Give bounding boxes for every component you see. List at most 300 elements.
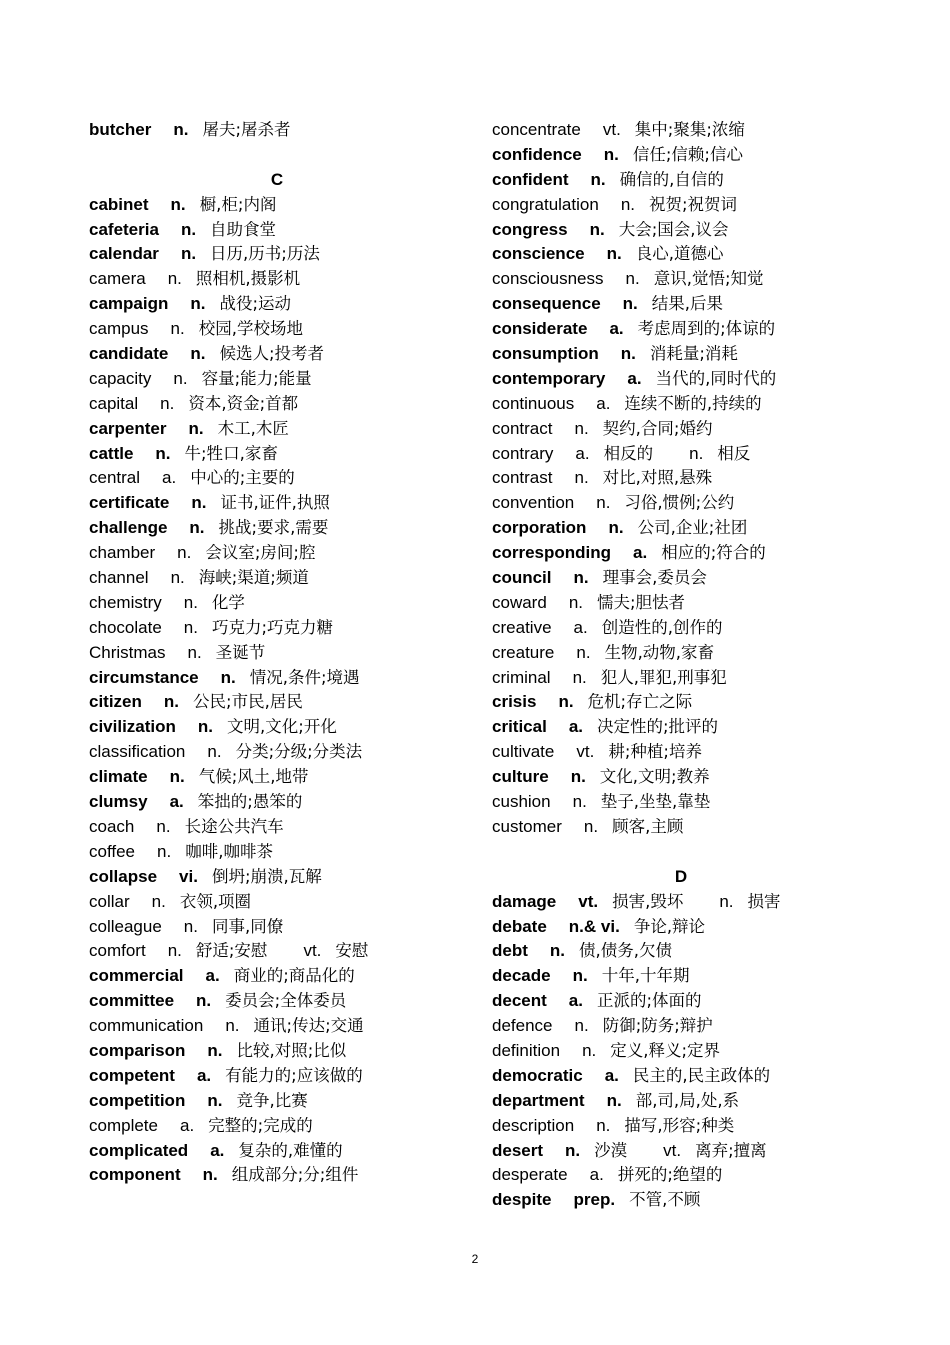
vocab-word: cultivate xyxy=(492,742,555,762)
vocab-word: congress xyxy=(492,219,568,239)
vocab-word: contract xyxy=(492,418,553,438)
vocab-entry xyxy=(89,1114,489,1139)
vocab-entry xyxy=(492,143,892,168)
vocab-word: classification xyxy=(89,742,186,762)
part-of-speech: n. xyxy=(202,1165,218,1185)
vocab-word: council xyxy=(492,568,552,588)
vocab-entry xyxy=(492,715,892,740)
definition: 文明,文化;开化 xyxy=(227,717,337,737)
part-of-speech: a. xyxy=(179,1115,195,1135)
part-of-speech: n. xyxy=(622,294,638,314)
part-of-speech: a. xyxy=(162,468,177,488)
vocab-entry xyxy=(89,417,489,442)
part-of-speech: n. xyxy=(582,1040,597,1060)
definition: 衣领,项圈 xyxy=(179,891,252,911)
vocab-entry xyxy=(492,765,892,790)
vocab-word: creative xyxy=(492,617,552,637)
vocab-word: corporation xyxy=(492,518,587,538)
part-of-speech: a. xyxy=(169,792,184,812)
vocab-word: description xyxy=(492,1115,575,1135)
vocab-entry xyxy=(89,193,489,218)
vocab-entry xyxy=(89,118,489,143)
part-of-speech: n. xyxy=(603,144,619,164)
definition: 相应的;符合的 xyxy=(661,543,766,563)
part-of-speech: n. xyxy=(549,941,565,961)
definition: 损害,毁坏 xyxy=(612,891,684,911)
vocab-word: communication xyxy=(89,1016,204,1036)
blank-line xyxy=(492,840,892,865)
vocab-word: continuous xyxy=(492,393,575,413)
part-of-speech: n. xyxy=(207,742,222,762)
vocab-word: committee xyxy=(89,991,175,1011)
part-of-speech: a. xyxy=(210,1140,225,1160)
vocab-word: cafeteria xyxy=(89,219,159,239)
vocab-word: contrary xyxy=(492,443,554,463)
definition: 祝贺;祝贺词 xyxy=(649,194,738,214)
vocab-entry xyxy=(492,1014,892,1039)
vocab-word: conscience xyxy=(492,244,585,264)
vocab-entry xyxy=(492,915,892,940)
definition: 橱,柜;内阁 xyxy=(199,194,277,214)
vocab-entry xyxy=(492,442,892,467)
vocab-entry xyxy=(89,392,489,417)
vocab-word: damage xyxy=(492,891,557,911)
definition: 公民;市民,居民 xyxy=(193,692,303,712)
vocab-word: critical xyxy=(492,717,547,737)
part-of-speech: n. xyxy=(169,767,185,787)
vocab-entry xyxy=(89,1039,489,1064)
part-of-speech: n. xyxy=(190,294,206,314)
part-of-speech: n. xyxy=(207,1090,223,1110)
part-of-speech: n. xyxy=(572,966,588,986)
vocab-entry xyxy=(492,392,892,417)
vocab-word: calendar xyxy=(89,244,159,264)
part-of-speech: n. xyxy=(170,319,185,339)
vocab-entry xyxy=(89,890,489,915)
part-of-speech: n. xyxy=(191,493,207,513)
definition: 屠夫;屠杀者 xyxy=(202,120,291,139)
definition: 倒坍;崩溃,瓦解 xyxy=(211,866,322,886)
definition: 理事会,委员会 xyxy=(602,568,707,588)
vocab-word: competition xyxy=(89,1090,186,1110)
vocab-word: candidate xyxy=(89,344,169,364)
definition: 有能力的;应该做的 xyxy=(225,1065,363,1085)
definition: 通讯;传达;交通 xyxy=(253,1016,364,1036)
part-of-speech: n. xyxy=(189,518,205,538)
part-of-speech: n. xyxy=(558,692,574,712)
vocab-word: chamber xyxy=(89,543,156,563)
second-definition: 安慰 xyxy=(335,941,369,961)
vocab-entry xyxy=(89,516,489,541)
definition: 创造性的,创作的 xyxy=(601,617,723,637)
part-of-speech: n. xyxy=(207,1040,223,1060)
vocab-word: chocolate xyxy=(89,617,162,637)
definition: 懦夫;胆怯者 xyxy=(597,592,686,612)
blank-line xyxy=(89,143,489,168)
vocab-entry xyxy=(492,1114,892,1139)
second-part-of-speech: vt. xyxy=(303,941,322,961)
definition: 分类;分级;分类法 xyxy=(235,742,363,762)
definition: 比较,对照;比似 xyxy=(236,1040,347,1060)
vocab-entry xyxy=(492,417,892,442)
part-of-speech: n. xyxy=(225,1016,240,1036)
vocab-entry xyxy=(89,442,489,467)
definition: 不管,不顾 xyxy=(629,1190,701,1210)
part-of-speech: n. xyxy=(620,344,636,364)
vocab-word: coffee xyxy=(89,841,136,861)
vocab-entry xyxy=(492,118,892,143)
part-of-speech: n. xyxy=(606,244,622,264)
vocab-word: department xyxy=(492,1090,585,1110)
vocab-entry xyxy=(89,690,489,715)
vocab-entry xyxy=(89,815,489,840)
definition: 十年,十年期 xyxy=(601,966,690,986)
vocab-entry xyxy=(492,666,892,691)
definition: 中心的;主要的 xyxy=(190,468,295,488)
vocab-word: central xyxy=(89,468,141,488)
vocab-entry xyxy=(492,989,892,1014)
part-of-speech: vt. xyxy=(602,120,621,139)
vocab-word: channel xyxy=(89,568,149,588)
vocab-entry xyxy=(492,267,892,292)
vocab-word: customer xyxy=(492,816,562,836)
vocab-entry xyxy=(89,292,489,317)
part-of-speech: n. xyxy=(196,991,212,1011)
definition: 决定性的;批评的 xyxy=(597,717,719,737)
definition: 信任;信赖;信心 xyxy=(632,144,743,164)
part-of-speech: n. xyxy=(620,194,635,214)
definition: 商业的;商品化的 xyxy=(233,966,355,986)
vocab-entry xyxy=(89,1163,489,1188)
vocab-entry xyxy=(89,939,489,964)
definition: 垫子,坐垫,靠垫 xyxy=(600,792,711,812)
part-of-speech: a. xyxy=(573,617,588,637)
vocab-entry xyxy=(492,690,892,715)
vocab-entry xyxy=(89,242,489,267)
part-of-speech: n. xyxy=(190,344,206,364)
vocab-word: butcher xyxy=(89,120,152,139)
vocab-entry xyxy=(492,367,892,392)
definition: 犯人,罪犯,刑事犯 xyxy=(600,667,727,687)
definition: 照相机,摄影机 xyxy=(195,269,301,289)
part-of-speech: n. xyxy=(167,941,182,961)
vocab-word: climate xyxy=(89,767,148,787)
part-of-speech: n. xyxy=(167,269,182,289)
vocab-entry xyxy=(492,790,892,815)
vocab-word: collapse xyxy=(89,866,158,886)
part-of-speech: n. xyxy=(188,418,204,438)
vocab-entry xyxy=(89,840,489,865)
definition: 沙漠 xyxy=(594,1140,628,1160)
second-definition: 相反 xyxy=(717,443,751,463)
vocab-word: congratulation xyxy=(492,194,599,214)
definition: 文化,文明;教养 xyxy=(599,767,710,787)
vocab-word: contemporary xyxy=(492,368,606,388)
vocab-entry xyxy=(89,666,489,691)
vocab-entry xyxy=(89,1064,489,1089)
vocab-word: civilization xyxy=(89,717,176,737)
definition: 部,司,局,处,系 xyxy=(635,1090,740,1110)
vocab-word: carpenter xyxy=(89,418,167,438)
vocab-word: colleague xyxy=(89,916,162,936)
section-letter-heading: D xyxy=(674,866,688,886)
vocab-entry xyxy=(492,541,892,566)
part-of-speech: n. xyxy=(157,841,172,861)
second-part-of-speech: n. xyxy=(689,443,704,463)
vocab-entry xyxy=(89,616,489,641)
vocab-word: consciousness xyxy=(492,269,604,289)
part-of-speech: n. xyxy=(596,1115,611,1135)
vocab-entry xyxy=(89,1139,489,1164)
vocab-word: capacity xyxy=(89,368,152,388)
definition: 圣诞节 xyxy=(215,642,266,662)
vocab-word: consumption xyxy=(492,344,599,364)
vocab-word: desperate xyxy=(492,1165,568,1185)
part-of-speech: n. xyxy=(151,891,166,911)
definition: 复杂的,难懂的 xyxy=(238,1140,343,1160)
part-of-speech: vt. xyxy=(578,891,599,911)
vocab-word: cabinet xyxy=(89,194,149,214)
definition: 挑战;要求,需要 xyxy=(218,518,329,538)
definition: 情况,条件;境遇 xyxy=(249,667,360,687)
definition: 资本,资金;首都 xyxy=(188,393,299,413)
vocab-word: commercial xyxy=(89,966,184,986)
part-of-speech: n. xyxy=(163,692,180,712)
vocab-word: chemistry xyxy=(89,592,162,612)
vocab-word: cushion xyxy=(492,792,551,812)
part-of-speech: n. xyxy=(596,493,611,513)
part-of-speech: n. xyxy=(572,792,587,812)
vocab-entry xyxy=(89,591,489,616)
vocab-word: capital xyxy=(89,393,139,413)
vocab-word: coach xyxy=(89,816,135,836)
vocab-word: concentrate xyxy=(492,120,581,139)
vocab-entry xyxy=(492,964,892,989)
definition: 大会;国会,议会 xyxy=(618,219,729,239)
part-of-speech: a. xyxy=(627,368,642,388)
part-of-speech: n. xyxy=(568,592,583,612)
vocab-word: collar xyxy=(89,891,130,911)
part-of-speech: n. xyxy=(583,816,599,836)
vocab-word: complete xyxy=(89,1115,158,1135)
part-of-speech: n. xyxy=(183,592,198,612)
definition: 危机;存亡之际 xyxy=(587,692,693,712)
part-of-speech: n. xyxy=(187,642,202,662)
definition: 拼死的;绝望的 xyxy=(617,1165,723,1185)
part-of-speech: n. xyxy=(156,816,171,836)
definition: 候选人;投考者 xyxy=(219,344,325,364)
definition: 同事,同僚 xyxy=(211,916,284,936)
vocab-word: culture xyxy=(492,767,549,787)
part-of-speech: n. xyxy=(197,717,214,737)
second-part-of-speech: n. xyxy=(719,891,734,911)
part-of-speech: n. xyxy=(573,568,589,588)
vocab-entry xyxy=(89,342,489,367)
definition: 习俗,惯例;公约 xyxy=(624,493,735,513)
part-of-speech: prep. xyxy=(573,1190,616,1210)
part-of-speech: n. xyxy=(170,194,186,214)
vocab-word: democratic xyxy=(492,1065,583,1085)
definition: 民主的,民主政体的 xyxy=(632,1065,771,1085)
part-of-speech: n. xyxy=(183,916,198,936)
vocab-entry xyxy=(492,890,892,915)
vocab-word: competent xyxy=(89,1065,175,1085)
definition: 公司,企业;社团 xyxy=(637,518,748,538)
vocab-entry xyxy=(492,168,892,193)
vocab-word: complicated xyxy=(89,1140,189,1160)
part-of-speech: n. xyxy=(183,617,198,637)
vocab-word: coward xyxy=(492,592,547,612)
vocab-word: crisis xyxy=(492,692,537,712)
definition: 相反的 xyxy=(603,443,654,463)
vocab-entry xyxy=(492,491,892,516)
definition: 长途公共汽车 xyxy=(184,816,284,836)
definition: 防御;防务;辩护 xyxy=(602,1016,713,1036)
vocab-word: defence xyxy=(492,1016,553,1036)
definition: 木工,木匠 xyxy=(217,418,289,438)
vocab-entry xyxy=(492,218,892,243)
vocab-word: corresponding xyxy=(492,543,612,563)
vocab-word: criminal xyxy=(492,667,551,687)
part-of-speech: a. xyxy=(568,991,583,1011)
vocab-word: comparison xyxy=(89,1040,186,1060)
definition: 战役;运动 xyxy=(219,294,292,314)
part-of-speech: a. xyxy=(589,1165,604,1185)
definition: 定义,释义;定界 xyxy=(610,1040,721,1060)
vocab-entry xyxy=(89,218,489,243)
definition: 考虑周到的;体谅的 xyxy=(637,319,776,339)
vocab-entry xyxy=(89,1014,489,1039)
part-of-speech: n. xyxy=(574,468,589,488)
part-of-speech: a. xyxy=(609,319,624,339)
section-letter-heading: C xyxy=(270,169,284,189)
definition: 校园,学校场地 xyxy=(198,319,303,339)
vocab-word: despite xyxy=(492,1190,552,1210)
vocab-entry xyxy=(492,342,892,367)
vocab-entry xyxy=(89,915,489,940)
vocab-word: decade xyxy=(492,966,551,986)
vocab-word: campus xyxy=(89,319,149,339)
vocab-entry xyxy=(89,865,489,890)
part-of-speech: a. xyxy=(604,1065,619,1085)
definition: 生物,动物,家畜 xyxy=(604,642,715,662)
vocab-entry xyxy=(89,491,489,516)
definition: 气候;风土,地带 xyxy=(198,767,309,787)
definition: 容量;能力;能量 xyxy=(201,368,312,388)
definition: 海峡;渠道;频道 xyxy=(198,568,309,588)
part-of-speech: a. xyxy=(205,966,220,986)
definition: 会议室;房间;腔 xyxy=(205,543,316,563)
vocab-entry xyxy=(492,193,892,218)
part-of-speech: n. xyxy=(589,219,605,239)
part-of-speech: n. xyxy=(606,1090,622,1110)
vocab-word: challenge xyxy=(89,518,168,538)
part-of-speech: a. xyxy=(596,393,611,413)
definition: 集中;聚集;浓缩 xyxy=(634,120,745,139)
definition: 确信的,自信的 xyxy=(619,169,724,189)
part-of-speech: n. xyxy=(220,667,236,687)
definition: 连续不断的,持续的 xyxy=(624,393,762,413)
vocab-word: debate xyxy=(492,916,547,936)
page-number: 2 xyxy=(471,1252,479,1266)
vocab-word: Christmas xyxy=(89,642,166,662)
definition: 牛;牲口,家畜 xyxy=(184,443,278,463)
part-of-speech: n. xyxy=(180,244,197,264)
vocab-entry xyxy=(492,1139,892,1164)
vocab-entry xyxy=(89,765,489,790)
part-of-speech: n. xyxy=(574,418,589,438)
part-of-speech: n. xyxy=(155,443,171,463)
definition: 咖啡,咖啡茶 xyxy=(185,841,273,861)
definition: 正派的;体面的 xyxy=(596,991,702,1011)
part-of-speech: a. xyxy=(568,717,583,737)
definition: 组成部分;分;组件 xyxy=(231,1165,359,1185)
vocab-word: definition xyxy=(492,1040,561,1060)
vocab-word: cattle xyxy=(89,443,134,463)
definition: 完整的;完成的 xyxy=(208,1115,313,1135)
definition: 契约,合同;婚约 xyxy=(602,418,713,438)
definition: 巧克力;巧克力糖 xyxy=(211,617,334,637)
vocab-entry xyxy=(89,267,489,292)
definition: 对比,对照,悬殊 xyxy=(602,468,713,488)
vocab-entry xyxy=(492,1188,892,1213)
vocab-word: confidence xyxy=(492,144,582,164)
vocab-entry xyxy=(89,790,489,815)
definition: 委员会;全体委员 xyxy=(225,991,347,1011)
definition: 笨拙的;愚笨的 xyxy=(197,792,303,812)
vocab-entry xyxy=(89,1089,489,1114)
second-part-of-speech: vt. xyxy=(663,1140,682,1160)
vocab-entry xyxy=(492,466,892,491)
vocab-word: creature xyxy=(492,642,555,662)
vocab-word: campaign xyxy=(89,294,169,314)
vocab-entry xyxy=(492,1039,892,1064)
vocab-entry xyxy=(89,989,489,1014)
definition: 描写,形容;种类 xyxy=(624,1115,735,1135)
vocab-entry xyxy=(492,317,892,342)
part-of-speech: a. xyxy=(575,443,590,463)
part-of-speech: vt. xyxy=(576,742,595,762)
part-of-speech: n. xyxy=(170,568,185,588)
part-of-speech: n. xyxy=(625,269,640,289)
part-of-speech: a. xyxy=(196,1065,212,1085)
vocab-word: contrast xyxy=(492,468,553,488)
vocab-word: certificate xyxy=(89,493,170,513)
vocab-word: debt xyxy=(492,941,528,961)
vocab-entry xyxy=(492,939,892,964)
right-column xyxy=(492,118,892,1213)
part-of-speech: n. xyxy=(608,518,624,538)
part-of-speech: n. xyxy=(570,767,586,787)
vocab-entry xyxy=(492,242,892,267)
vocab-entry xyxy=(492,566,892,591)
definition: 耕;种植;培养 xyxy=(608,742,702,762)
vocab-entry xyxy=(492,1089,892,1114)
vocab-word: camera xyxy=(89,269,146,289)
part-of-speech: n.& vi. xyxy=(568,916,620,936)
definition: 顾客,主顾 xyxy=(612,816,684,836)
part-of-speech: vi. xyxy=(179,866,198,886)
part-of-speech: n. xyxy=(160,393,175,413)
part-of-speech: n. xyxy=(177,543,192,563)
vocab-entry xyxy=(492,616,892,641)
definition: 化学 xyxy=(211,592,245,612)
vocab-entry xyxy=(89,566,489,591)
vocab-word: clumsy xyxy=(89,792,148,812)
vocab-entry xyxy=(492,1163,892,1188)
vocab-word: decent xyxy=(492,991,547,1011)
vocab-entry xyxy=(89,715,489,740)
